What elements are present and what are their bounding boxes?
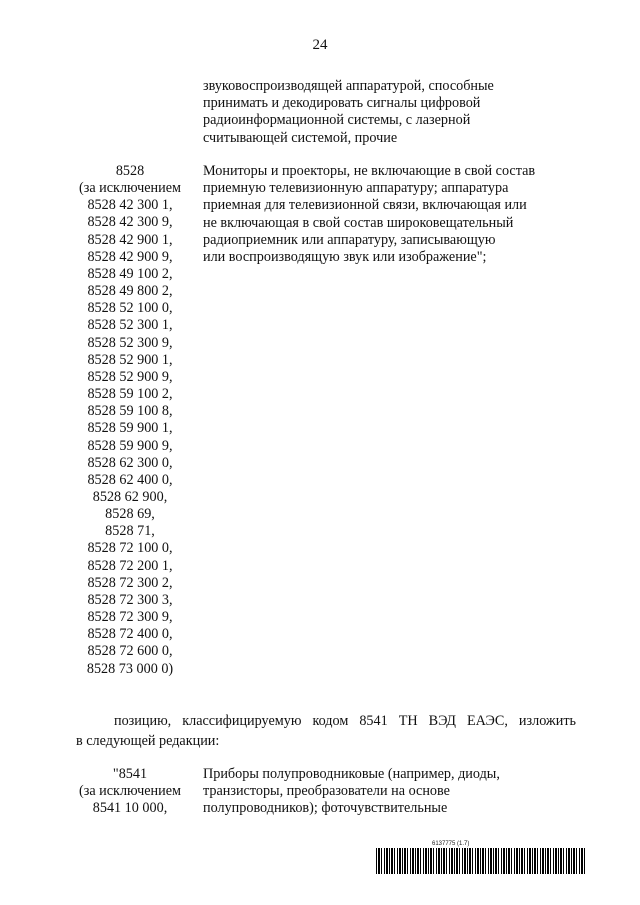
amendment-paragraph [76, 712, 576, 751]
tariff-codes-8528: 8528 (за исключением 8528 42 300 1, 8528 42 300 9, 8528 42 900 1, 8528 42 900 9, 8528 49 100 2, 8528 49 800 2, 8528 52 100 0, 8528 52 300 1, 8528 52 300 9, 8528 52 900 1, 8528 52 900 9, 8528 59 100 2, 8528 59 100 8, 8528 59 900 1, 8528 59 900 9, 8528 62 300 0, 8528 62 400 0, 8528 62 900, 8528 69, 8528 71, 8528 72 100 0, 8528 72 200 1, 8528 72 300 2, 8528 72 300 3, 8528 72 300 9, 8528 72 400 0, 8528 72 600 0, 8528 73 000 0) [79, 163, 181, 677]
barcode-label: 6137775 (1.7) [432, 841, 470, 847]
paragraph-line-2: в следующей редакции: [76, 732, 220, 749]
tariff-codes-8541: "8541 (за исключением 8541 10 000, [79, 766, 181, 817]
description-8541: Приборы полупроводниковые (например, диоды, транзисторы, преобразователи на основе полупроводников); фоточувствительные [203, 766, 500, 817]
continuation-description: звуковоспроизводящей аппаратурой, способные принимать и декодировать сигналы цифровой радиоинформационной системы, с лазерной считывающей системой, прочие [203, 78, 494, 146]
barcode-image [376, 848, 586, 874]
description-8528: Мониторы и проекторы, не включающие в свой состав приемную телевизионную аппаратуру; аппаратура приемная для телевизионной связи, включающая или не включающая в свой состав широковещательный радиоприемник или аппаратуру, записывающую или воспроизводящую звук или изображение"; [203, 163, 536, 266]
page-number: 24 [312, 37, 328, 53]
paragraph-line-1: позицию, классифицируемую кодом 8541 ТН ВЭД ЕАЭС, изложить [114, 713, 576, 729]
